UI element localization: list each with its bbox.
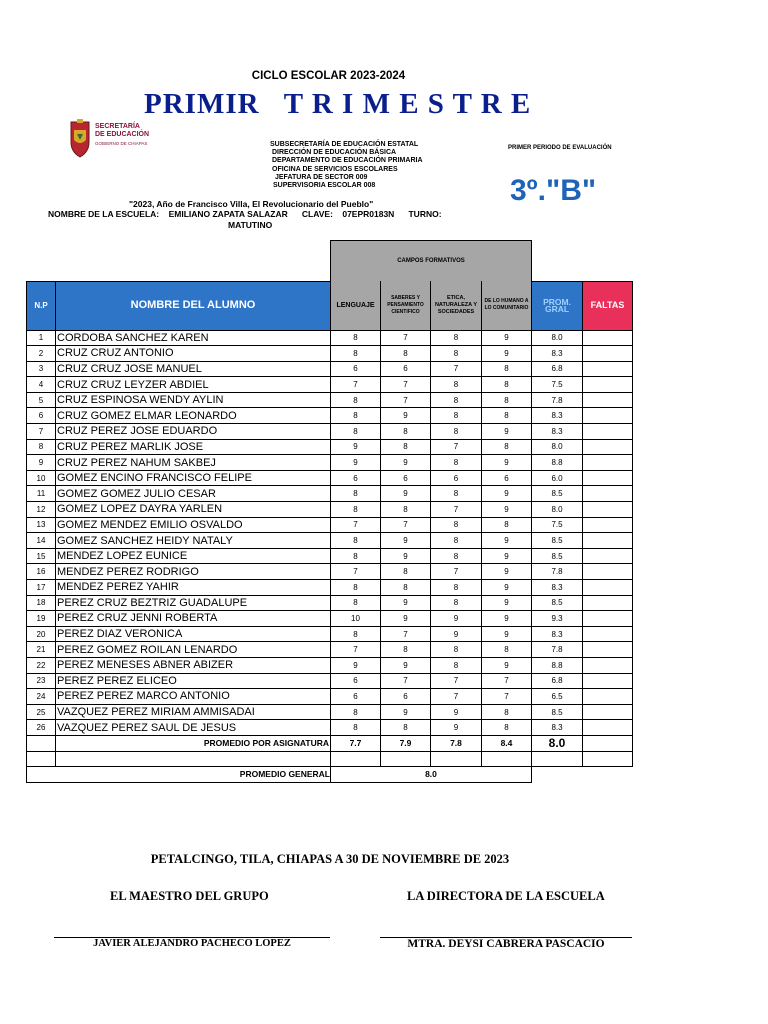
faltas-cell [583, 377, 633, 393]
grade-saberes: 7 [381, 517, 431, 533]
student-name: VAZQUEZ PEREZ SAUL DE JESUS [56, 720, 331, 736]
page-title: PRIMIR T R I M E S T R E [144, 88, 532, 120]
grade-prom: 6.0 [532, 470, 583, 486]
grade-prom: 8.5 [532, 533, 583, 549]
office-line: OFICINA DE SERVICIOS ESCOLARES [272, 165, 398, 173]
student-name: GOMEZ GOMEZ JULIO CESAR [56, 486, 331, 502]
student-np: 9 [27, 455, 56, 471]
grade-etica: 8 [431, 517, 482, 533]
blank-cell [583, 767, 633, 783]
student-name: PEREZ PEREZ ELICEO [56, 673, 331, 689]
grade-etica: 8 [431, 580, 482, 596]
student-np: 19 [27, 611, 56, 627]
grade-prom: 8.3 [532, 424, 583, 440]
grade-etica: 9 [431, 720, 482, 736]
student-row [27, 455, 633, 471]
student-np: 17 [27, 580, 56, 596]
school-shift: MATUTINO [228, 220, 273, 230]
chiapas-shield-icon [68, 118, 92, 158]
student-name: GOMEZ MENDEZ EMILIO OSVALDO [56, 517, 331, 533]
student-np: 24 [27, 689, 56, 705]
student-name: CRUZ ESPINOSA WENDY AYLIN [56, 392, 331, 408]
grade-humano: 6 [482, 470, 532, 486]
grade-lenguaje: 9 [331, 657, 381, 673]
secretaria-logo [68, 118, 152, 160]
grade-prom: 6.8 [532, 673, 583, 689]
grade-lenguaje: 8 [331, 502, 381, 518]
student-row [27, 533, 633, 549]
grade-saberes: 9 [381, 595, 431, 611]
grade-humano: 8 [482, 439, 532, 455]
office-block [270, 141, 423, 190]
logo-line-1: SECRETARÍA [95, 123, 140, 130]
grade-prom: 8.5 [532, 548, 583, 564]
student-np: 18 [27, 595, 56, 611]
grade-prom: 8.5 [532, 704, 583, 720]
grade-saberes: 9 [381, 408, 431, 424]
grade-prom: 8.5 [532, 595, 583, 611]
grade-prom: 8.3 [532, 346, 583, 362]
student-name: PEREZ PEREZ MARCO ANTONIO [56, 689, 331, 705]
student-row [27, 470, 633, 486]
student-name: GOMEZ ENCINO FRANCISCO FELIPE [56, 470, 331, 486]
grade-humano: 8 [482, 517, 532, 533]
grade-humano: 9 [482, 346, 532, 362]
grade-lenguaje: 8 [331, 392, 381, 408]
blank-cell [482, 751, 532, 767]
grade-humano: 9 [482, 595, 532, 611]
grade-prom: 8.8 [532, 657, 583, 673]
student-name: PEREZ CRUZ JENNI ROBERTA [56, 611, 331, 627]
faltas-cell [583, 486, 633, 502]
office-line: DIRECCIÓN DE EDUCACIÓN BÁSICA [272, 149, 397, 157]
grade-humano: 9 [482, 502, 532, 518]
grade-prom: 8.3 [532, 626, 583, 642]
student-np: 14 [27, 533, 56, 549]
grade-lenguaje: 7 [331, 564, 381, 580]
student-np: 26 [27, 720, 56, 736]
subject-avg-value: 7.8 [431, 735, 482, 751]
blank-cell [583, 241, 633, 282]
subject-avg-overall: 8.0 [532, 735, 583, 751]
student-row [27, 361, 633, 377]
grade-etica: 8 [431, 346, 482, 362]
grade-humano: 9 [482, 330, 532, 346]
grade-etica: 9 [431, 626, 482, 642]
grade-lenguaje: 8 [331, 424, 381, 440]
grade-lenguaje: 6 [331, 673, 381, 689]
grade-prom: 8.3 [532, 720, 583, 736]
director-role: LA DIRECTORA DE LA ESCUELA [407, 889, 605, 903]
grade-etica: 8 [431, 408, 482, 424]
header-prom-gral: PROM. GRAL [532, 281, 583, 330]
grade-lenguaje: 8 [331, 408, 381, 424]
grade-saberes: 9 [381, 486, 431, 502]
faltas-cell [583, 548, 633, 564]
student-np: 8 [27, 439, 56, 455]
faltas-cell [583, 361, 633, 377]
grade-humano: 8 [482, 408, 532, 424]
faltas-cell [583, 657, 633, 673]
grade-saberes: 6 [381, 361, 431, 377]
student-np: 15 [27, 548, 56, 564]
faltas-cell [583, 642, 633, 658]
grade-prom: 8.0 [532, 439, 583, 455]
faltas-cell [583, 689, 633, 705]
subject-avg-value: 7.9 [381, 735, 431, 751]
grade-lenguaje: 8 [331, 595, 381, 611]
grade-etica: 7 [431, 439, 482, 455]
grade-saberes: 9 [381, 611, 431, 627]
grade-etica: 9 [431, 611, 482, 627]
logo-line-2: DE EDUCACIÓN [95, 131, 150, 138]
student-name: CORDOBA SANCHEZ KAREN [56, 330, 331, 346]
grade-saberes: 8 [381, 720, 431, 736]
grade-humano: 8 [482, 361, 532, 377]
faltas-cell [583, 439, 633, 455]
general-avg-value: 8.0 [331, 767, 532, 783]
grade-saberes: 8 [381, 502, 431, 518]
grade-lenguaje: 6 [331, 470, 381, 486]
student-np: 6 [27, 408, 56, 424]
grade-saberes: 7 [381, 392, 431, 408]
student-np: 23 [27, 673, 56, 689]
blank-cell [532, 241, 583, 282]
student-row [27, 564, 633, 580]
grade-saberes: 7 [381, 330, 431, 346]
director-name: MTRA. DEYSI CABRERA PASCACIO [407, 938, 605, 950]
faltas-cell [583, 564, 633, 580]
student-row [27, 330, 633, 346]
student-row [27, 720, 633, 736]
header-humano: DE LO HUMANO A LO COMUNITARIO [482, 281, 532, 330]
blank-cell [583, 751, 633, 767]
grade-lenguaje: 9 [331, 439, 381, 455]
student-name: GOMEZ LOPEZ DAYRA YARLEN [56, 502, 331, 518]
grade-prom: 8.0 [532, 502, 583, 518]
grade-etica: 8 [431, 548, 482, 564]
grade-etica: 7 [431, 689, 482, 705]
grade-prom: 8.3 [532, 580, 583, 596]
grade-prom: 7.8 [532, 642, 583, 658]
grade-humano: 7 [482, 689, 532, 705]
grade-etica: 8 [431, 377, 482, 393]
blank-cell [532, 751, 583, 767]
grade-saberes: 9 [381, 533, 431, 549]
student-row [27, 486, 633, 502]
faltas-cell [583, 517, 633, 533]
group-label: 3º."B" [510, 174, 597, 207]
office-line: SUBSECRETARÍA DE EDUCACIÓN ESTATAL [270, 141, 419, 148]
grade-humano: 8 [482, 377, 532, 393]
campos-formativos-header: CAMPOS FORMATIVOS [331, 241, 532, 282]
student-name: CRUZ GOMEZ ELMAR LEONARDO [56, 408, 331, 424]
student-rows [27, 330, 633, 735]
teacher-role: EL MAESTRO DEL GRUPO [110, 889, 269, 903]
grade-lenguaje: 8 [331, 346, 381, 362]
grade-lenguaje: 8 [331, 533, 381, 549]
student-name: PEREZ MENESES ABNER ABIZER [56, 657, 331, 673]
grade-prom: 7.5 [532, 377, 583, 393]
grade-saberes: 7 [381, 377, 431, 393]
student-np: 21 [27, 642, 56, 658]
header-student-name: NOMBRE DEL ALUMNO [56, 281, 331, 330]
student-np: 2 [27, 346, 56, 362]
grade-etica: 8 [431, 595, 482, 611]
faltas-cell [583, 455, 633, 471]
grade-humano: 8 [482, 642, 532, 658]
faltas-cell [583, 502, 633, 518]
student-name: CRUZ CRUZ JOSE MANUEL [56, 361, 331, 377]
grade-prom: 8.8 [532, 455, 583, 471]
school-cycle: CICLO ESCOLAR 2023-2024 [251, 70, 406, 82]
student-name: PEREZ CRUZ BEZTRIZ GUADALUPE [56, 595, 331, 611]
header-lenguaje: LENGUAJE [331, 281, 381, 330]
grade-prom: 9.3 [532, 611, 583, 627]
grade-saberes: 9 [381, 548, 431, 564]
student-name: CRUZ PEREZ NAHUM SAKBEJ [56, 455, 331, 471]
student-name: CRUZ PEREZ JOSE EDUARDO [56, 424, 331, 440]
grade-humano: 9 [482, 580, 532, 596]
faltas-cell [583, 720, 633, 736]
grade-lenguaje: 6 [331, 361, 381, 377]
grade-prom: 8.5 [532, 486, 583, 502]
grade-etica: 8 [431, 657, 482, 673]
faltas-cell [583, 533, 633, 549]
student-row [27, 626, 633, 642]
grade-etica: 8 [431, 642, 482, 658]
student-row [27, 408, 633, 424]
student-name: VAZQUEZ PEREZ MIRIAM AMMISADAI [56, 704, 331, 720]
grade-etica: 6 [431, 470, 482, 486]
blank-cell [27, 735, 56, 751]
grade-etica: 7 [431, 673, 482, 689]
grade-saberes: 7 [381, 673, 431, 689]
student-np: 7 [27, 424, 56, 440]
grade-etica: 7 [431, 502, 482, 518]
grade-lenguaje: 8 [331, 720, 381, 736]
student-row [27, 611, 633, 627]
grade-humano: 8 [482, 704, 532, 720]
faltas-cell [583, 470, 633, 486]
student-name: CRUZ CRUZ LEYZER ABDIEL [56, 377, 331, 393]
grade-humano: 8 [482, 392, 532, 408]
general-avg-label: PROMEDIO GENERAL [27, 767, 331, 783]
grade-lenguaje: 8 [331, 704, 381, 720]
student-row [27, 517, 633, 533]
grade-saberes: 8 [381, 580, 431, 596]
student-name: CRUZ CRUZ ANTONIO [56, 346, 331, 362]
student-name: PEREZ GOMEZ ROILAN LENARDO [56, 642, 331, 658]
grade-lenguaje: 9 [331, 455, 381, 471]
student-name: MENDEZ LOPEZ EUNICE [56, 548, 331, 564]
student-row [27, 689, 633, 705]
grade-saberes: 6 [381, 470, 431, 486]
grade-prom: 6.8 [532, 361, 583, 377]
student-np: 5 [27, 392, 56, 408]
student-row [27, 704, 633, 720]
grade-saberes: 8 [381, 564, 431, 580]
grade-lenguaje: 8 [331, 486, 381, 502]
grade-lenguaje: 6 [331, 689, 381, 705]
subject-avg-value: 8.4 [482, 735, 532, 751]
faltas-cell [583, 611, 633, 627]
faltas-cell [583, 626, 633, 642]
student-name: MENDEZ PEREZ RODRIGO [56, 564, 331, 580]
office-line: JEFATURA DE SECTOR 009 [275, 173, 368, 181]
student-np: 13 [27, 517, 56, 533]
blank-cell [56, 241, 331, 282]
grade-saberes: 8 [381, 424, 431, 440]
grade-etica: 8 [431, 330, 482, 346]
grade-saberes: 8 [381, 439, 431, 455]
student-name: MENDEZ PEREZ YAHIR [56, 580, 331, 596]
grade-humano: 9 [482, 611, 532, 627]
evaluation-period: PRIMER PERIODO DE EVALUACIÓN [508, 145, 612, 151]
grade-prom: 7.8 [532, 564, 583, 580]
student-name: PEREZ DIAZ VERONICA [56, 626, 331, 642]
header-np: N.P [27, 281, 56, 330]
student-np: 12 [27, 502, 56, 518]
student-row [27, 377, 633, 393]
grade-humano: 9 [482, 455, 532, 471]
faltas-cell [583, 408, 633, 424]
student-np: 16 [27, 564, 56, 580]
blank-cell [431, 751, 482, 767]
grade-lenguaje: 7 [331, 377, 381, 393]
grade-humano: 9 [482, 424, 532, 440]
student-row [27, 346, 633, 362]
faltas-cell [583, 673, 633, 689]
faltas-cell [583, 580, 633, 596]
grade-humano: 7 [482, 673, 532, 689]
grade-etica: 8 [431, 455, 482, 471]
blank-cell [532, 767, 583, 783]
grade-prom: 8.3 [532, 408, 583, 424]
faltas-cell [583, 392, 633, 408]
student-np: 4 [27, 377, 56, 393]
blank-cell [381, 751, 431, 767]
grade-saberes: 8 [381, 642, 431, 658]
student-np: 1 [27, 330, 56, 346]
student-row [27, 580, 633, 596]
grade-lenguaje: 7 [331, 642, 381, 658]
grade-humano: 9 [482, 564, 532, 580]
grade-prom: 7.8 [532, 392, 583, 408]
student-row [27, 595, 633, 611]
office-line: SUPERVISORIA ESCOLAR 008 [273, 182, 376, 190]
student-row [27, 424, 633, 440]
student-row [27, 548, 633, 564]
grade-etica: 8 [431, 533, 482, 549]
grade-lenguaje: 8 [331, 330, 381, 346]
grade-saberes: 9 [381, 455, 431, 471]
student-name: GOMEZ SANCHEZ HEIDY NATALY [56, 533, 331, 549]
logo-line-3: GOBIERNO DE CHIAPAS [95, 141, 148, 146]
blank-cell [331, 751, 381, 767]
faltas-cell [583, 704, 633, 720]
blank-cell [56, 751, 331, 767]
grade-saberes: 9 [381, 657, 431, 673]
subject-avg-label: PROMEDIO POR ASIGNATURA [56, 735, 331, 751]
grade-etica: 7 [431, 564, 482, 580]
grade-humano: 9 [482, 486, 532, 502]
student-row [27, 502, 633, 518]
grade-lenguaje: 7 [331, 517, 381, 533]
office-line: DEPARTAMENTO DE EDUCACIÓN PRIMARIA [272, 157, 423, 165]
grade-etica: 7 [431, 361, 482, 377]
faltas-cell [583, 346, 633, 362]
grade-lenguaje: 10 [331, 611, 381, 627]
student-name: CRUZ PEREZ MARLIK JOSE [56, 439, 331, 455]
grade-saberes: 6 [381, 689, 431, 705]
student-np: 22 [27, 657, 56, 673]
student-np: 10 [27, 470, 56, 486]
grade-etica: 8 [431, 424, 482, 440]
student-row [27, 657, 633, 673]
grade-humano: 8 [482, 720, 532, 736]
faltas-cell [583, 330, 633, 346]
grade-etica: 9 [431, 704, 482, 720]
grade-humano: 9 [482, 533, 532, 549]
grade-prom: 7.5 [532, 517, 583, 533]
teacher-name: JAVIER ALEJANDRO PACHECO LOPEZ [93, 938, 291, 949]
faltas-cell [583, 424, 633, 440]
grade-prom: 6.5 [532, 689, 583, 705]
student-np: 20 [27, 626, 56, 642]
year-motto: "2023, Año de Francisco Villa, El Revolucionario del Pueblo" [129, 199, 374, 209]
student-np: 11 [27, 486, 56, 502]
grade-etica: 8 [431, 486, 482, 502]
grade-saberes: 9 [381, 704, 431, 720]
place-date: PETALCINGO, TILA, CHIAPAS A 30 DE NOVIEMBRE DE 2023 [150, 852, 510, 866]
grade-humano: 9 [482, 548, 532, 564]
grade-saberes: 8 [381, 346, 431, 362]
header-etica: ETICA, NATURALEZA Y SOCIEDADES [431, 281, 482, 330]
grades-table [26, 240, 633, 783]
student-row [27, 392, 633, 408]
header-saberes: SABERES Y PENSAMIENTO CIENTIFICO [381, 281, 431, 330]
school-info: NOMBRE DE LA ESCUELA: EMILIANO ZAPATA SALAZAR CLAVE: 07EPR0183N TURNO: [48, 209, 442, 219]
grade-lenguaje: 8 [331, 548, 381, 564]
blank-cell [27, 241, 56, 282]
student-row [27, 642, 633, 658]
faltas-cell [583, 595, 633, 611]
student-row [27, 673, 633, 689]
subject-avg-value: 7.7 [331, 735, 381, 751]
student-row [27, 439, 633, 455]
grade-lenguaje: 8 [331, 580, 381, 596]
grade-prom: 8.0 [532, 330, 583, 346]
student-np: 3 [27, 361, 56, 377]
blank-cell [27, 751, 56, 767]
grade-lenguaje: 8 [331, 626, 381, 642]
grade-humano: 9 [482, 626, 532, 642]
blank-cell [583, 735, 633, 751]
grade-saberes: 7 [381, 626, 431, 642]
header-faltas: FALTAS [583, 281, 633, 330]
student-np: 25 [27, 704, 56, 720]
grade-humano: 9 [482, 657, 532, 673]
grade-etica: 8 [431, 392, 482, 408]
